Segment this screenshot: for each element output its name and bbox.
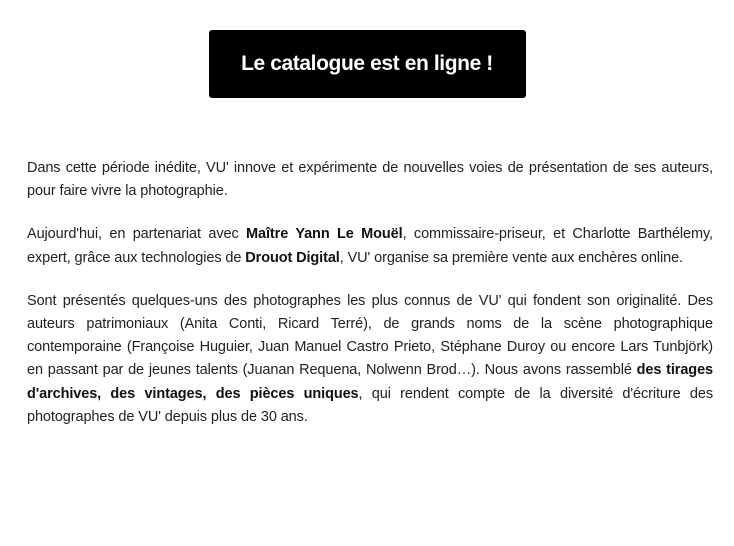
paragraph-partnership-text-1: Aujourd'hui, en partenariat avec: [27, 226, 247, 243]
paragraph-photographers-text-2: , qui rendent compte de la diversité d'écriture des photographes de VU' depuis plus de 30 ans.: [27, 385, 714, 425]
article-body: [27, 157, 713, 449]
paragraph-partnership-text-2: , commissaire-priseur, et Charlotte Barthélemy, expert, grâce aux technologies de: [27, 226, 713, 266]
paragraph-partnership: [27, 223, 713, 269]
cta-container: [0, 30, 734, 98]
archive-prints-highlight: des tirages d'archives, des vintages, des pièces uniques: [27, 362, 713, 402]
paragraph-photographers: [27, 290, 713, 429]
paragraph-partnership-text-3: , VU' organise sa première vente aux enchères online.: [339, 249, 683, 266]
auctioneer-name: Maître Yann Le Mouël: [246, 226, 403, 243]
paragraph-intro: Dans cette période inédite, VU' innove et expérimente de nouvelles voies de présentation de ses auteurs, pour faire vivre la photographie.: [27, 160, 713, 200]
paragraph-photographers-text-1: Sont présentés quelques-uns des photographes les plus connus de VU' qui fondent son originalité. Des auteurs patrimoniaux (Anita Conti, Ricard Terré), de grands noms de la scène photographique contemporaine (Françoise Huguier, Juan Manuel Castro Prieto, Stéphane Duroy ou encore Lars Tunbjörk) en passant par de jeunes talents (Juanan Requena, Nolwenn Brod…). Nous avons rassemblé: [27, 292, 713, 379]
catalogue-online-button[interactable]: Le catalogue est en ligne !: [209, 30, 526, 98]
drouot-digital-name: Drouot Digital: [245, 249, 340, 266]
